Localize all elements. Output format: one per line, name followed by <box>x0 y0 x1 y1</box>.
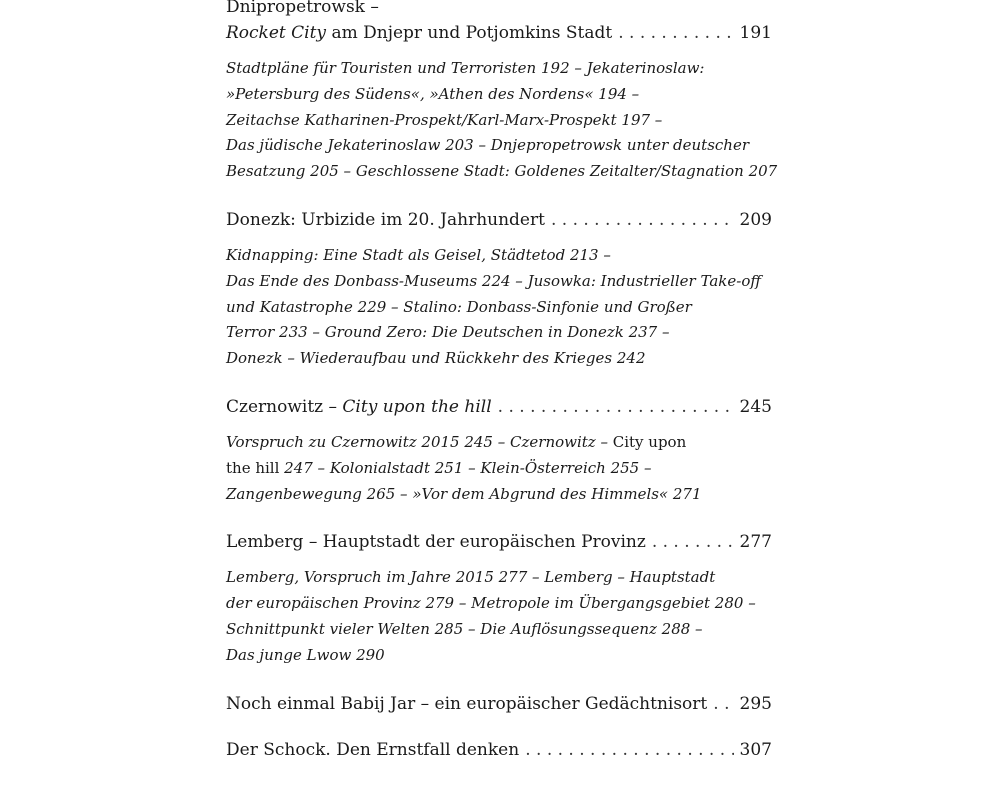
entry-title-plain: Czernowitz – <box>226 396 343 417</box>
subsection-text-upright: City upon <box>612 432 687 451</box>
entry-title: Lemberg – Hauptstadt der europäischen Provinz <box>226 532 646 553</box>
entry-subsections <box>226 243 772 372</box>
subsection-line <box>226 430 772 456</box>
subsection-text: Vorspruch zu Czernowitz 2015 245 – Czernowitz – <box>226 432 613 451</box>
entry-heading <box>226 394 772 420</box>
dot-leader <box>713 691 733 717</box>
entry-title: Noch einmal Babij Jar – ein europäischer Gedächtnisort <box>226 693 708 714</box>
entry-title-italic: City upon the hill <box>342 396 492 417</box>
entry-page-number: 295 <box>739 693 772 714</box>
entry-heading <box>226 529 772 555</box>
entry-page-number: 209 <box>739 209 772 230</box>
subsection-line: Das Ende des Donbass-Museums 224 – Jusowka: Industrieller Take-off <box>226 271 761 290</box>
subsection-line: Zeitachse Katharinen-Prospekt/Karl-Marx-Prospekt 197 – <box>226 110 663 129</box>
subsection-line: Das junge Lwow 290 <box>226 645 385 664</box>
entry-title-line-2 <box>226 20 612 46</box>
toc-entry-dnipropetrowsk <box>226 0 778 185</box>
subsection-text: 247 – Kolonialstadt 251 – Klein-Österreich 255 – <box>284 458 652 477</box>
entry-subsections <box>226 565 772 668</box>
subsection-line: Kidnapping: Eine Stadt als Geisel, Städtetod 213 – <box>226 245 611 264</box>
entry-title-rest: am Dnjepr und Potjomkins Stadt <box>326 23 613 43</box>
dot-leader <box>618 20 733 46</box>
table-of-contents <box>226 0 778 785</box>
subsection-line: Schnittpunkt vieler Welten 285 – Die Auflösungssequenz 288 – <box>226 619 703 638</box>
entry-page-number: 191 <box>739 23 772 43</box>
subsection-line: Stadtpläne für Touristen und Terroristen 192 – Jekaterinoslaw: <box>226 59 705 77</box>
entry-title-line-1: Dnipropetrowsk – <box>226 0 379 17</box>
toc-entry-babij-jar <box>226 691 772 717</box>
entry-title: Der Schock. Den Ernstfall denken <box>226 739 520 760</box>
subsection-line: Donezk – Wiederaufbau und Rückkehr des Krieges 242 <box>226 349 646 368</box>
subsection-line: Zangenbewegung 265 – »Vor dem Abgrund des Himmels« 271 <box>226 484 702 503</box>
dot-leader <box>498 394 734 420</box>
entry-title <box>226 394 492 420</box>
subsection-line: »Petersburg des Südens«, »Athen des Nordens« 194 – <box>226 84 640 103</box>
subsection-line: Besatzung 205 – Geschlossene Stadt: Goldenes Zeitalter/Stagnation 207 <box>226 162 778 181</box>
dot-leader <box>525 737 733 763</box>
entry-page-number: 277 <box>739 532 772 553</box>
dot-leader <box>652 529 734 555</box>
subsection-text-upright: the hill <box>226 458 285 477</box>
toc-entry-der-schock <box>226 737 772 763</box>
entry-title: Donezk: Urbizide im 20. Jahrhundert <box>226 209 545 230</box>
toc-entry-czernowitz <box>226 394 772 507</box>
toc-entry-lemberg <box>226 529 772 668</box>
toc-entry-donezk <box>226 207 772 372</box>
entry-page-number: 245 <box>739 396 772 417</box>
subsection-line: Lemberg, Vorspruch im Jahre 2015 277 – Lemberg – Hauptstadt <box>226 568 716 587</box>
dot-leader <box>551 207 734 233</box>
entry-heading <box>226 207 772 233</box>
subsection-line: der europäischen Provinz 279 – Metropole im Übergangsgebiet 280 – <box>226 594 756 613</box>
entry-title-italic: Rocket City <box>226 23 327 43</box>
entry-subsections <box>226 56 778 185</box>
subsection-line: Terror 233 – Ground Zero: Die Deutschen in Donezk 237 – <box>226 323 670 342</box>
entry-heading <box>226 691 772 717</box>
entry-heading <box>226 737 772 763</box>
entry-subsections <box>226 430 772 507</box>
entry-heading <box>226 20 772 46</box>
subsection-line <box>226 456 772 482</box>
entry-page-number: 307 <box>739 739 772 760</box>
subsection-line: und Katastrophe 229 – Stalino: Donbass-Sinfonie und Großer <box>226 297 692 316</box>
subsection-line: Das jüdische Jekaterinoslaw 203 – Dnjepropetrowsk unter deutscher <box>226 136 750 155</box>
